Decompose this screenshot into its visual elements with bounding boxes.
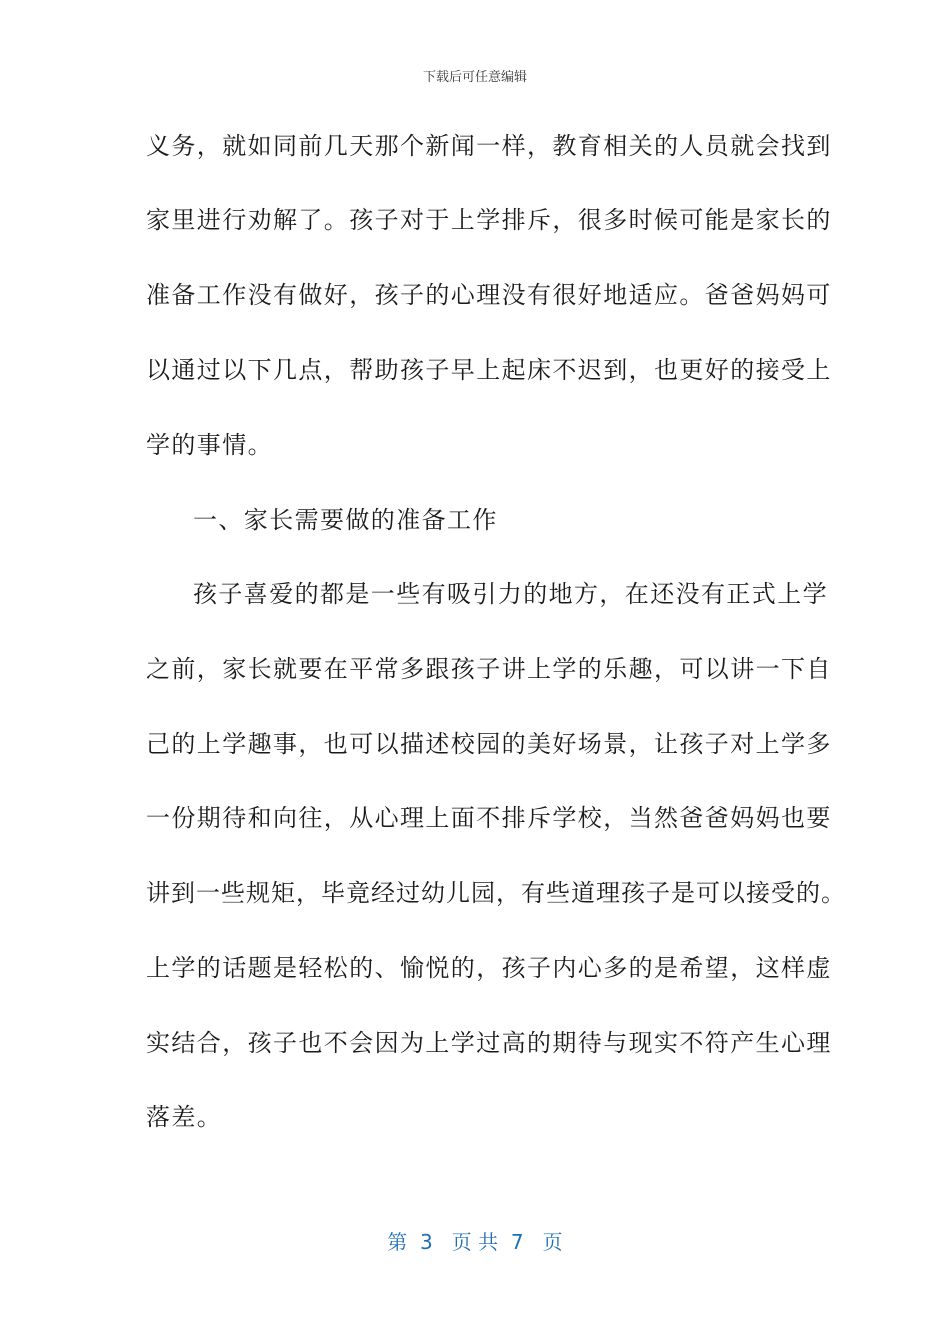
text-line: 讲到一些规矩，毕竟经过幼儿园，有些道理孩子是可以接受的。: [146, 879, 846, 907]
text-line: 上学的话题是轻松的、愉悦的，孩子内心多的是希望，这样虚: [146, 954, 832, 982]
text-line: 之前，家长就要在平常多跟孩子讲上学的乐趣，可以讲一下自: [146, 655, 832, 683]
text-line: 家里进行劝解了。孩子对于上学排斥，很多时候可能是家长的: [146, 206, 832, 234]
page-header: 下载后可任意编辑: [422, 70, 527, 85]
text-line: 己的上学趣事，也可以描述校园的美好场景，让孩子对上学多: [146, 730, 832, 758]
text-line: 准备工作没有做好，孩子的心理没有很好地适应。爸爸妈妈可: [146, 281, 832, 309]
text-line: 孩子喜爱的都是一些有吸引力的地方，在还没有正式上学: [193, 580, 828, 608]
text-line: 以通过以下几点，帮助孩子早上起床不迟到，也更好的接受上: [146, 356, 832, 384]
text-line: 学的事情。: [146, 431, 273, 459]
section-heading: 一、家长需要做的准备工作: [193, 506, 498, 534]
page-number-footer: 第 3 页 共 7 页: [387, 1230, 563, 1254]
text-line: 一份期待和向往，从心理上面不排斥学校，当然爸爸妈妈也要: [146, 804, 832, 832]
text-line: 义务，就如同前几天那个新闻一样，教育相关的人员就会找到: [146, 132, 832, 160]
text-line: 实结合，孩子也不会因为上学过高的期待与现实不符产生心理: [146, 1029, 832, 1057]
text-line: 落差。: [146, 1103, 223, 1131]
